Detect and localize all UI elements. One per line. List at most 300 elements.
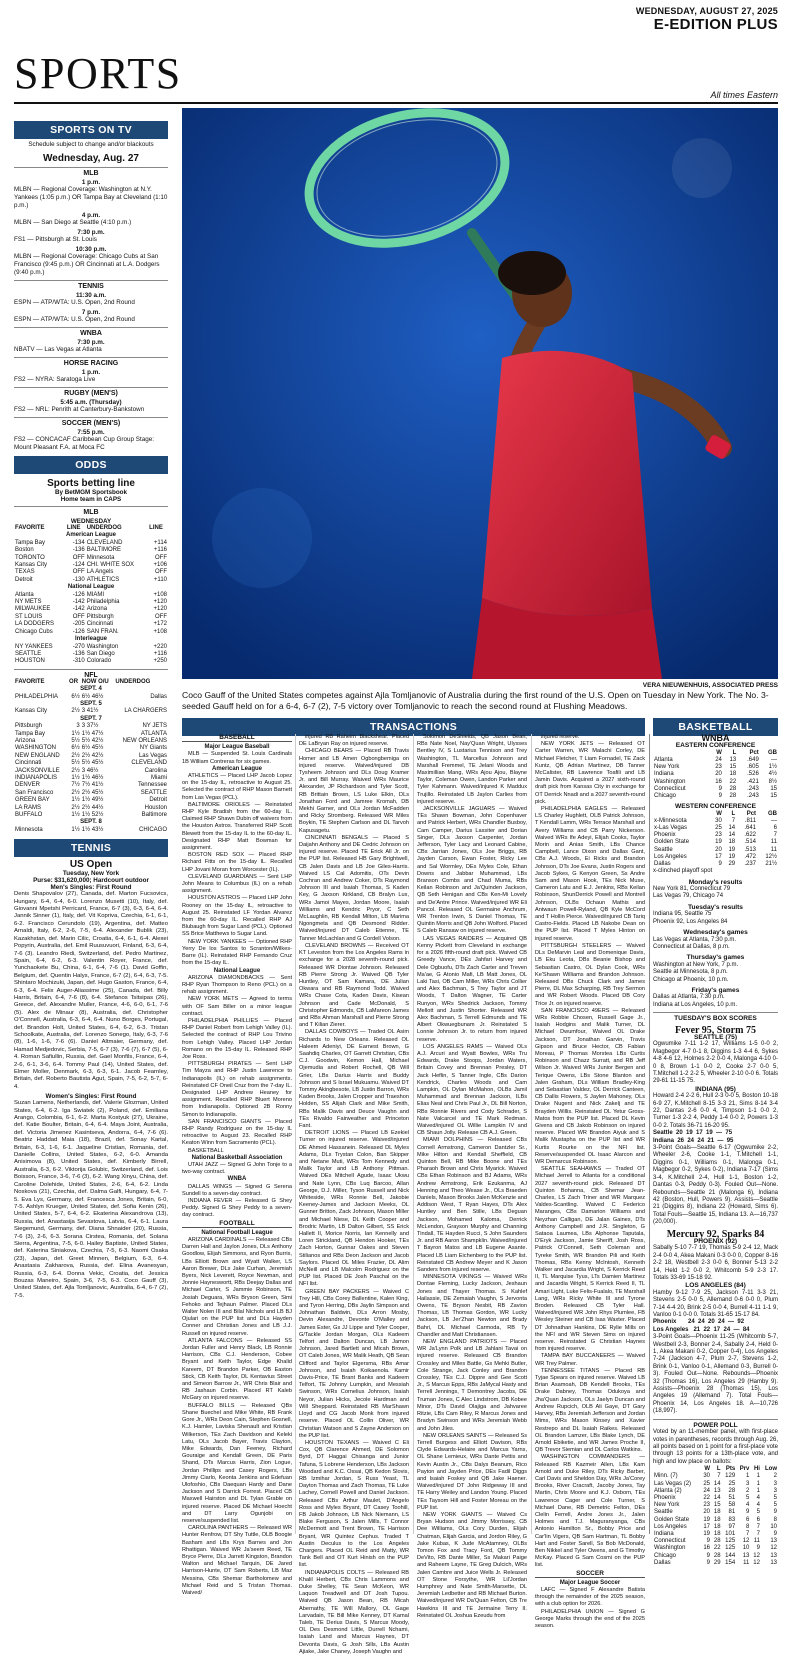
standings-cell: 22 (703, 1494, 711, 1501)
standings-header-row (653, 811, 778, 818)
odds-cell: -142 (72, 606, 85, 613)
transaction-entry: UTAH JAZZ — Signed G John Tonje to a two-way contract. (182, 1161, 292, 1176)
standings-cell: 19 (728, 853, 736, 860)
odds-row (14, 614, 168, 621)
standings-row (653, 771, 778, 778)
odds-cell: OFF (72, 569, 85, 576)
odds-cell: 1½ 52½ (81, 812, 104, 819)
standings-cell: Washington (654, 778, 686, 785)
results-day-label: Monday's results (688, 878, 743, 886)
odds-header-row (14, 525, 168, 532)
standings-cell: 14 (728, 832, 736, 839)
odds-cell: +108 (153, 591, 167, 598)
odds-cell: LA Angels (86, 569, 114, 576)
standings-cell: 28 (713, 1552, 721, 1559)
standings-cell: 4 (756, 1502, 760, 1509)
odds-subhead: National League (67, 584, 115, 591)
standings-cell: 11 (770, 846, 777, 853)
transaction-entry: ATLANTA FALCONS — Released SS Jordan Fuller and Henry Black, LB Ronnie Harrison, CBs C.J. Henderson, Cobee Bryant and Keith Taylor, Edge Khalid Kareem, DT Brandon Parker, OB Easton Stick, CB Keith Taylor, DL Kentavius Street and Simeon Barrow Jr., WR Chris Blair and RB Jashaun Corbin. Placed RT Kaleb McGary on injured reserve. (182, 1337, 292, 1402)
odds-cell: OFF (155, 613, 167, 620)
odds-cell: Boston (15, 547, 34, 554)
odds-cell: Dallas (150, 693, 167, 700)
transaction-entry: NEW YORK METS — Agreed to terms with OF Sam Biller on a minor league contract. (182, 996, 292, 1017)
standings-cell: 154 (725, 1559, 736, 1566)
odds-day: WEDNESDAY (70, 518, 112, 525)
odds-col-header: LINE (149, 525, 163, 531)
standings-row (653, 779, 778, 786)
result-line: Dallas at Atlanta, 7:30 p.m. (653, 994, 725, 1001)
standings-cell: 15 (729, 764, 737, 771)
standings-cell: 9 (706, 1552, 711, 1559)
transaction-entry: BALTIMORE ORIOLES — Reinstated RHP Kyle Bradish from the 60-day IL. Claimed RHP Shawn Dubin off waivers from the Houston Astros. Transferred RHP Scott Blewett from the 15-day IL to the 60-day IL. Designated RHP Matt Bowman for assignment. (182, 801, 292, 852)
odds-cell: +116 (153, 650, 167, 657)
standings-cell: 2 (773, 1473, 777, 1480)
result-line: New York 81, Connecticut 79 (653, 886, 731, 893)
box2-team2: LOS ANGELES (84) (685, 1282, 746, 1290)
odds-cell: 1½ (71, 812, 80, 819)
odds-cell: OFF (72, 613, 85, 620)
standings-cell: 29 (713, 1559, 721, 1566)
standings-cell: 18 (713, 1530, 721, 1537)
odds-cell: SEATTLE (15, 650, 42, 657)
odds-cell: Houston (144, 804, 167, 811)
tv-time: 1 p.m. (81, 369, 101, 376)
odds-cell: MILWAUKEE (15, 606, 51, 613)
standings-header-row (653, 750, 778, 757)
odds-cell: 6½ (71, 693, 80, 700)
standings-cell: 13 (770, 1538, 777, 1545)
transaction-entry: injured RB Raheim Blackshear. Placed DE LaBryan Ray on injured reserve. (299, 734, 409, 748)
transaction-entry: SAN FRANCISCO GIANTS — Placed RHP Randy Rodriguez on the 15-day IL retroactive to August 23. Recalled RHP Keaton Winn from Sacramento (PCL). (182, 1118, 292, 1147)
standings-cell: .811 (744, 817, 757, 824)
standings-cell: 8 (773, 1516, 777, 1523)
standings-cell: 7 (756, 1523, 760, 1530)
odds-cell: Tampa Bay (15, 730, 46, 737)
transactions-league-heading: WNBA (227, 1176, 247, 1183)
standings-cell: 3 (746, 1480, 750, 1487)
standings-cell: 9 (718, 785, 722, 792)
transaction-entry: LAS VEGAS RAIDERS — Acquired QB Kenny Pickett from Cleveland in exchange for a 2026 fifth-round draft pick. Waived CB Greedy Vance, DEs Jahfari Harvey and Dele Ogbuofu, DTs Zach Carter and Treven Ma'ae, G Atonio Mafi, LB Matt Jones, OL Laki Tasi, OB Cam Miller, WRs Chris Collier and Alex Bachman, S Trey Taylor and JT Woods, T Dalton Wagner, TE Carter Runyon, WRs Shedrick Jackson, Tommy Mellott and Justin Shorter. Released WR Alex Bachman, S Terrell Edmunds and TE Albert Okwuegbunam Jr. Reinstated S Lonnie Johnson Jr. to return from injured reserve. (417, 935, 527, 1043)
standings-col-header: Hi (753, 1466, 760, 1473)
transaction-entry: NEW ORLEANS SAINTS — Released Ss Terrell Burgess and Elliott Davison, RBs Clyde Edwards-Helaire and Marcus Yarns, OL Shane Lemieux, WRs Dante Pettis and Kevin Austin Jr., CBs Dalys Beanum, Rico Payton and Jayden Price, DEs Fadil Diggs and Isaiah Foskey and QB Jake Haener. Waived/injured DT John Ridgeway III and TE Harry Weiley and Landon Young. Placed TEs Taysom Hill and Foster Moreau on the PUP list. (417, 1432, 527, 1511)
standings-cell: 19 (703, 1516, 711, 1523)
odds-cell: -310 (72, 658, 85, 665)
wnba-results (653, 879, 778, 1010)
standings-row (653, 1488, 778, 1495)
transaction-entry: Solomon DeShields, QB Jason Bean, RBs Nate Noel, Nay'Quan Wright, Ulysses Bentley IV, S Lustarius Tennison and Trey Washington, TL Marcellus Johnson and Marshall Fremmel, TE Jelani Woods and Maximillian Mang, WRs Ajou Ajou, Blayne Taylor, Coleman Owen, Landon Parker and Tyler Kahmann. Waived/injured K Maddux Trujillo. Reinstated LB Jaylon Carlies from injured reserve. (417, 734, 527, 805)
transaction-entry: CLEVELAND BROWNS — Received OT KT Leveston from the Los Angeles Rams in exchange for a 2028 seventh-round pick. Released WR Diontae Johnson. Released RB Pierre Strong Jr. Waived QB Tyler Huntley, OT Sam Kamara, DE Julian Okwara and RB Raymond Todd. Waived WRs Chase Cota, Kaden Davis, Kisean Johnson and Cade McDonald, S Christopher Edmonds, CB LaMareon James and RBs Ahman Marshall and Pierre Strong and T Kilian Zierer. (299, 942, 409, 1029)
tv-sport-label: HORSE RACING (14, 357, 168, 367)
standings-cell: .526 (747, 771, 759, 778)
odds-cell: ATHLETICS (86, 576, 120, 583)
standings-row (653, 1509, 778, 1516)
odds-subhead: Interleague (74, 636, 107, 643)
standings-cell: 30 (715, 817, 722, 824)
odds-cell: Pittsburgh (15, 723, 43, 730)
standings-cell: Connecticut (654, 1538, 686, 1545)
standings-col-header: L (731, 810, 736, 817)
transaction-entry: PHILADELPHIA PHILLIES — Placed RHP Daniel Robert from Lehigh Valley (IL). Selected the contract of RHP Lou Trivino from Lehigh Valley. Placed LHP Jordan Romano on the 15-day IL. Released RHP Joe Ross. (182, 1017, 292, 1060)
standings-cell: .243 (747, 785, 759, 792)
odds-row (14, 745, 168, 752)
standings-cell: 97 (728, 1523, 736, 1530)
standings-col-header: W (716, 810, 722, 817)
odds-row (14, 708, 168, 715)
tennis-womens-label: Women's Singles: First Round (45, 1093, 137, 1101)
standings-cell: 13 (713, 1487, 721, 1494)
odds-cell: +116 (153, 547, 167, 554)
photo-credit: VERA NIEUWENHUIS, ASSOCIATED PRESS (642, 682, 778, 689)
odds-cell: HOUSTON (15, 658, 45, 665)
box1-notes: 3-Point Goals—Seattle 6-17 (Ogwumike 2-2, Wheeler 2-6, Cooke 1-1, T.Mitchell 1-1, Diggins 0-1, Williams 0-1, Malonga 0-1, Magbegor 0-2, Sykes 0-2), Indiana 7-17 (Sims 3-4, K.Mitchell 2-4, Hull 1-1, Boston 1-2, Dantas 0-3, Peddy 0-3). Fouled Out—None. Rebounds—Seattle 21 (Malonga 6), Indiana 42 (Boston, Hull, Powers 9). Assists—Seattle 21 (Diggins 8), Indiana 22 (Howard, Sims 6). Total Fouls—Seattle 15, Indiana 13. A—16,737 (20,000). (653, 1145, 778, 1226)
odds-row (14, 592, 168, 599)
odds-cell: NEW ENGLAND (15, 752, 60, 759)
odds-cell: Baltimore (141, 812, 167, 819)
transactions-league-heading: National Football League (201, 1229, 273, 1236)
transaction-entry: injured reserve. (541, 734, 580, 740)
transaction-entry: HOUSTON ASTROS — Placed LHP John Rooney on the 15-day IL, retroactive to August 25. Reinstated LF Yordan Alvarez from the 60-day IL. Recalled RHP AJ Blubaugh from Sugar Land (PCL). Optioned SS Brice Matthews to Sugar Land. (182, 895, 292, 938)
odds-row (14, 629, 168, 636)
odds-cell: 3 37½ (81, 723, 99, 730)
tennis-mens-results: Denis Shapovalov (27), Canada, def. Marton Fucsovics, Hungary, 6-4, 6-4, 6-0. Lorenzo Musetti (10), Italy, def. Giovanni Mpetshi Perricard, France, 6-7 (3), 6-3, 6-4, 6-4. Jannik Sinner (1), Italy, def. Vit Kopriva, Czechia, 6-1, 6-1, 6-2. Francisco Cerundolo (19), Argentina, def. Matteo Arnaldi, Italy, 6-2, 2-6, 7-5, 6-4. Alexander Bublik (23), Kazakhstan, def. Marin Cilic, Croatia, 6-4, 6-1, 6-4. Alexei Popyrin, Australia, def. Emil Ruusuvuori, Finland, 6-3, 6-4, 7-6 (3). Leandro Riedi, Switzerland, def. Pedro Martinez, Spain, 6-4, 6-2, 6-3. Valentin Royer, France, def. Yunchaokete Bu, China, 6-1, 6-4, 7-6 (1). David Goffin, Belgium, def. Quentin Halys, France, 6-7 (2), 6-4, 6-3, 7-5. Shintaro Mochizuki, Japan, def. Hugo Gaston, France, 6-4, 6-3, 6-4. Felix Auger-Aliassime (25), Canada, def. Billy Harris, Britain, 6-4, 7-6 (8), 6-4. Stefanos Tsitsipas (26), Greece, def. Alexandre Muller, France, 4-6, 6-0, 6-1, 7-6 (5). Alex de Minaur (8), Australia, def. Christopher O'Connell, Australia, 6-3, 6-4, 6-4. Nuno Borges, Portugal, def. Brandon Holt, United States, 6-4, 6-2, 6-3. Tristan Schoolkate, Australia, def. Lorenzo Sonego, Italy, 6-3, 7-6 (8), 1-6, 1-6, 7-6 (6). Daniel Altmaier, Germany, def. Hamad Medjedovic, Serbia, 7-5, 6-7 (3), 7-6 (7), 6-7 (5), 6-4. Roman Safiullin, Russia, def. Gael Monfils, France, 6-4, 2-6, 6-1, 3-6, 6-4. Tommy Paul (14), United States, def. Elmer Moller, Denmark, 6-3, 6-3, 6-1. Jacob Fearnley, Britain, def. Roberto Bautista Agut, Spain, 7-5, 6-2, 5-7, 6-4. (14, 891, 168, 1090)
clinched-note: x-clinched playoff spot (653, 868, 713, 875)
issue-date: WEDNESDAY, AUGUST 27, 2025 (635, 6, 778, 16)
standings-cell: .605 (747, 764, 759, 771)
odds-cell: WASHINGTON (15, 745, 57, 752)
result-line: Seattle at Minnesota, 8 p.m. (653, 969, 728, 976)
odds-cell: GREEN BAY (15, 797, 50, 804)
standings-cell: 12 (753, 1559, 760, 1566)
odds-cell: OFF (72, 554, 85, 561)
odds-cell: BUFFALO (15, 812, 43, 819)
column-divider (649, 734, 650, 1534)
standings-cell: 1 (746, 1473, 750, 1480)
odds-row (14, 658, 168, 665)
odds-cell: 6½ 46½ (81, 693, 104, 700)
odds-cell: 5½ (71, 737, 80, 744)
transaction-entry: DETROIT LIONS — Placed LB Ezekiel Turner on injured reserve. Waived/injured DE Ahmed Hassanein. Released DL Myles Adams, DLs Trystan Colon, Ban Skipper and Netane Muti, WRs Tom Kennedy and Malik Taylor and LB Anthony Pittman. Waived DEs Mitchell Agude, Isaac Ukwu and Nate Lynn, CBs Luq Barcoo, Allan George, D.J. Miller, Tyson Russell and Nick Whiteside, WRs Ronnie Bell, Jakobie Keeney-James and Jackson Meeks, OL Gunner Britton, Zack Johnson, Mason Miller and Michael Niese, DL Keith Cooper and Brodric Martin, LB Dalton Gilbert, SS Erick Hallett II, Morice Norris, Ian Kennelly and Loren Strickland, QB Hendon Hooker, TEs Zach Horton, Gunnar Oakes and Steven Stilianos and RBs Deon Jackson and Jacob Saylors. Placed OL Miles Frazier, DL Alim McNeill and LB Malcolm Rodriguez on the PUP list. Placed DE Josh Paschal on the NFI list. (299, 1130, 409, 1288)
standings-cell: 9 (718, 861, 722, 868)
transaction-entry: NEW ENGLAND PATRIOTS — Placed WR Ja'Lynn Polk and LB Jahlani Tavai on injured reserve. Released CB Brandon Crossley and Miles Battle, Gs Mehki Butler, Cole Strange, Jack Conley and Brandon Crossley, TEs C.J. Dippre and Gee Scott Jr., S Marcus Epps, RBs JaMycal Hasty and Terrell Jennings, T Demontrey Jacobs, DE Truman Jones, C Alec Lindstrom, DB Kobee Minor, DTs David Olajiga and Jahvaree Ritzie, LBs Cam Riley, R Marcus Jones and Bradyn Swinson and WRs Jeremiah Webb and John Jiles. (417, 1339, 527, 1432)
standings-cell: 25 (703, 1480, 711, 1487)
standings-cell: Las Vegas (2) (654, 1480, 692, 1487)
odds-cell: Kansas City (15, 708, 48, 715)
odds-col-header: FAVORITE (15, 525, 45, 531)
odds-cell: 2½ (71, 789, 80, 796)
odds-cell: +220 (153, 643, 167, 650)
odds-row (14, 540, 168, 547)
result-line: Chicago at Phoenix, 10 p.m. (653, 976, 729, 983)
standings-cell: 21½ (765, 861, 777, 868)
box1-line2: Indiana 26 24 24 21 — 95 (653, 1137, 734, 1144)
section-title: SPORTS (14, 49, 182, 98)
odds-row (14, 599, 168, 606)
transaction-entry: SAN FRANCISCO 49ERS — Released WRs Robbie Chosen, Russell Gage Jr., Isaiah Hodgins and Malik Turner, DL Michael Dwumfour, Waived OL Drake Jackson, DT Jonathan Garvin, Travis Gipson and Bruce Hector, CB Fabian Moreau, P Thomas Morstea LBs Curtis Robinson and Chazz Surratt, and RB Jeff Wilson Jr. Waived WRs Junior Bergen and Terique Owens, LBs Stone Blanton and Jalen Graham, DLs William Bradley-King and Sebastian Valdez, OL Derrick Canteen, CB Dallis Flowers, S Jaylen Mahoney, OLs Drake Nugent and Nick Zakelj and TE Brayden Willis. Reinstated DL Yetur Gross-Matos from the PUP list. Placed DL Kevin Givens and CB Jakob Robinson on injured reserve. Placed WR Brandon Aiyuk and S Malik Mustapha on the PUP list and WR Kurtis Rourke on the NFI list. Reserve/suspended OL Isaac Alarcon and WR Demarcus Robinson. (535, 1007, 645, 1165)
tv-listing: MLBN — Regional Coverage: Washington at N.Y. Yankees (1:05 p.m.) OR Tampa Bay at Cleveland (1:10 p.m.) (14, 186, 168, 209)
transaction-entry: MIAMI DOLPHINS — Released CBs Cornell Armstrong, Cameron Dantzler Sr., Mike Hilton and Kendall Sheffield, CB Quinton Bell, RB Mike Boone and TEs Pharaoh Brown and Chris Myarick. Waived CBs Ethan Robinson and BJ Adams, WRs Andrew Armstrong, Erik Ezukanma, AJ Henning and Theo Wease Jr., OLs Braeden Daniels, Mason Brooks Jalen McKenzie and Addison West, T Ryan Hayes, DTs Alex Huntley and Ben Stille, LBs Deguan Jackson, Mohamed Kaloma, Derrick McLendon, Grayson Murphy and Channing Tindall, TE Hayden Rucci, S John Saunders Jr. and RB Aaron Shampklin. Waived/injured T Bayron Matos and LB Eugene Asante. Placed LB Liam Eichenberg to the PUP list. Reinstated CB Andrew Meyer and K Jason Sanders from injured reserve. (417, 1137, 527, 1274)
transactions-sport-heading: SOCCER (535, 1570, 645, 1578)
standings-cell: Seattle (654, 1509, 673, 1516)
odds-cell: Cincinnati (15, 760, 42, 767)
column-divider (413, 734, 414, 1534)
odds-col-header: NOW O/U (81, 678, 109, 685)
result-line: Las Vegas at Atlanta, 7:30 p.m. (653, 936, 737, 943)
standings-cell: Indiana (654, 771, 674, 778)
standings-cell: 18 (713, 1523, 721, 1530)
standings-cell: 15 (770, 785, 777, 792)
standings-cell: 6 (773, 825, 777, 832)
standings-cell: .649 (747, 757, 759, 764)
east-standings (653, 750, 778, 800)
odds-cell: 7½ 41½ (81, 782, 104, 789)
transactions-column-3 (417, 734, 527, 1619)
tv-listing: FS2 — NRL: Penrith at Canterbury-Bankstown (14, 406, 145, 413)
standings-cell: 17 (703, 1523, 711, 1530)
results-day-label: Thursday's games (686, 954, 745, 962)
standings-row (653, 818, 778, 825)
odds-row (14, 768, 168, 775)
tv-listing: MLBN — San Diego at Seattle (4:10 p.m.) (14, 219, 132, 226)
tv-schedule (14, 167, 168, 452)
tennis-title: US Open (69, 859, 113, 871)
standings-cell: 28 (729, 793, 737, 800)
odds-cell: 1½ 49½ (81, 797, 104, 804)
standings-cell: 13 (770, 1552, 777, 1559)
odds-cell: ST LOUIS (15, 613, 43, 620)
west-label: WESTERN CONFERENCE (675, 803, 756, 811)
transaction-entry: WASHINGTON COMMANDERS — Released RB Kazmeir Allen, LBs Kam Arnold and Duke Riley, DTs Ricky Barber, Carl Davis and Sheldon Day, WRs Ja'Corey Brooks, River Cracraft, Jacoby Jones, Tay Martin, Chris Moore and K.J. Osborn, TEs Lawrence Cager and Cole Turner, S Michael Dane, RB Demetric Felton, DEs Clelin Ferrell, Andre Jones Jr., Jalen Holmes and T.J. Maguranyanga, CBs Antonio Hamilton Sr., Bobby Price and Car'lin Vigers, QB Sam Hartman, TL Bobby Hart and Foster Sarell, Ss Bob McDonald, Ben Nikkel and Tyler Owens, and G Timothy McKay. Placed G Sam Cosmi on the PUP list. (535, 1454, 645, 1569)
standings-row (653, 1524, 778, 1531)
odds-cell: Kansas City (15, 562, 48, 569)
transaction-entry: NEW YORK GIANTS — Waived Cs Bryan Hudson and Jimmy Morrissey, CB Dee Williams, OLs Cory Durden, Elijah Chatman, Elijah Garcia, and Jordon Riley, G Jake Kubas, K Jude McAtamney, OLBs Tomon Fox and Tracy Ford, QB Tommy DeVito, RB Dante Miller, Ss Makari Paige and Raheem Layne, TE Greg Dulcich, WRs Jalen Cambre and Juice Wells Jr. Released OT Stone Forsythe, WR Lil'Jordan Humphrey and Nate Smith-Marsette, DL Jeremiah Ledbetter and RB Michael Burton. Waived/injured WR Da'Quan Felton, CB Tre Hawkins III and TE Jermaine Terry II. Reinstated OL Joshua Ezeudu from (417, 1511, 527, 1619)
transactions-heading: TRANSACTIONS (182, 718, 645, 736)
standings-cell: 11 (743, 1559, 750, 1566)
transactions-column-2 (299, 734, 409, 1655)
standings-cell: 81 (728, 1509, 736, 1516)
odds-cell: TORONTO (15, 554, 45, 561)
standings-cell: Phoenix (654, 832, 676, 839)
standings-cell: 12½ (765, 853, 777, 860)
odds-cell: OFF (155, 554, 167, 561)
box1-team1-stats: Ogwumike 7-11 1-2 17, Williams 1-5 0-0 2, Magbegor 4-7 0-1 8, Diggins 1-3 4-4 6, Sykes 4-8 4-6 12, Holmes 2-2 0-0 4, Malonga 4-10 0-0 8, Brown 1-1 0-0 2, Cooke 2-7 0-0 5, T.Mitchell 1-2 2-2 5, Wheeler 2-10 0-0 6. Totals 29-61 11-15 75. (653, 1041, 778, 1085)
standings-cell: 7 (773, 832, 777, 839)
transaction-entry: PHILADELPHIA EAGLES — Released LS Charley Hughlett, OLB Patrick Johnson, T Kendall Lamm, WRs Terrace Marshall and Avery Williams and CB Parry Nickerson. Waived WRs Ife Adeyi, Elijah Cooks, Taylor Morin and Anias Smith, LBs Chance Campbell, Lance Dixon and Dallas Gant, CBs A.J. Woods, Ei Ricks and Brandon Johnson, DTs Joe Evans, Justin Rogers and Jacob Sykes, G Kenyon Green, Ss Andre Sam and Mason Hook, TEs Nick Muse, Cameron Latu and E.J. Jenkins, RBs Keilan Robinson, ShunDerrick Powell and Montrell Johnson, OLBs Ochaun Mathis and Antwaun Powell-Ryland, QB Kyle McCord and T Hollin Pierce. Waived/injured CB Tariq Castro-Fields. Placed LB Nakobe Dean on the PUP list. Placed T Myles Hinton on injured reserve. (535, 806, 645, 942)
odds-col-header: UNDERDOG (86, 525, 122, 531)
odds-row (14, 797, 168, 804)
transaction-entry: SEATTLE SEAHAWKS — Traded OT Michael Jerrell to Atlanta for a conditional 2027 seventh-round pick. Released DT Quinton Bohanna, CB Shemar Jean-Charles, LS Zach Triner and WR Marquez Valdes-Scantling. Waived C Federico Maranges, CBs Damarion Williams and Neyzhan Calligan, DE Jalan Gaines, DTs Anthony Campbell and J.R. Singleton, G Sataoa Laumea, LBs Alphonse Taputala, D'Eryk Jackson, Jamie Sheriff, Josh Ross, Patrick O'Connell, Seth Coleman and Tyreke Smith, WR Brandon Pili and Keith Thomas, RBs Kenny McIntosh, Kenneth Walker and Jacardia Wright, S Kerrick Reed II, TL Marquise Tyus, LTs Damien Martinez and Jacardia Wright, S Kerrick Reed II, TL Amari Light, Luke Felis-Fualalo, TE Marshall Lang, WRs Ricky White III and Tyrone Broden. Released CB Tyler Hall. Waived/injured WR John Rhys Plumlee, FB Wesley Steiner and CB Isas Waxter. Placed DT Johnathan Hankins, DE Rylie Mills on the NFI and WR Steven Sims on injured reserve. Reinstated G Christian Haynes from injured reserve. (535, 1166, 645, 1353)
odds-row (14, 694, 168, 701)
standings-cell: New York (654, 764, 680, 771)
standings-cell: 83 (728, 1516, 736, 1523)
odds-cell: PHILADELPHIA (15, 693, 59, 700)
transaction-entry: BUFFALO BILLS — Released QBs Shane Buechel and Mike White, RB Frank Gore Jr., WRs Deon Cain, Stephen Gosnell, K.J. Hamler, Laviska Shenault and Kristian Wilkerson, TEs Zach Davidson and Keleki Latu, OLs Jacob Bayer, Travis Clayton, Mike Edwards, Dan Feeney, Richard Gouraige and Kendall Green, DE Paris Shand, DTs Marcus Harris, Zion Logue, Jordan Phillips and Casey Rogers, LBs Jimmy Ciarlo, Keonta Jenkins and Edefuan Ulofoshio, CBs Daequan Hardy and Dane Jackson and S Darrick Forrest. Placed CB Maxwell Hairston and DL Tylan Grable on injured reserve. Placed DE Michael Hoecht and DT Larry Ogunjobi on reserve/suspended list. (182, 1402, 292, 1524)
odds-row (14, 723, 168, 730)
standings-cell: 9 (746, 1509, 750, 1516)
odds-title: Sports betting line (47, 478, 135, 489)
odds-row (14, 562, 168, 569)
standings-cell: Los Angeles (654, 853, 687, 860)
standings-cell: 20 (715, 846, 722, 853)
standings-cell: 1½ (768, 764, 777, 771)
standings-cell: 13 (729, 757, 737, 764)
standings-cell: 19 (728, 846, 736, 853)
tv-time: 7:30 p.m. (77, 229, 105, 236)
odds-cell: Philadelphia (86, 599, 120, 606)
odds-subhead: American League (65, 532, 117, 539)
standings-cell: 9 (706, 1538, 711, 1545)
standings-cell: 9 (773, 1530, 777, 1537)
result-line: Las Vegas 79, Chicago 74 (653, 893, 724, 900)
standings-cell: 10 (742, 1545, 750, 1552)
odds-cell: CHI. WHITE SOX (86, 562, 135, 569)
tv-time: 7 p.m. (81, 309, 101, 316)
standings-cell: 24 (715, 757, 722, 764)
odds-row (14, 812, 168, 819)
odds-cell: 3 41½ (81, 708, 99, 715)
standings-col-header: Pts (725, 1466, 736, 1473)
standings-cell: .237 (744, 861, 757, 868)
transaction-entry: ATHLETICS — Placed LHP Jacob Lopez on the 15-day IL, retroactive to August 25. Selected the contract of RHP Mason Barnett from Las Vegas (PCL). (182, 773, 292, 801)
odds-row (14, 621, 168, 628)
tv-time: 7:30 p.m. (77, 339, 105, 346)
masthead (14, 6, 778, 100)
tv-time: 7:55 p.m. (77, 429, 105, 436)
odds-cell: SAN FRAN. (86, 628, 119, 635)
results-day-label: Tuesday's results (688, 903, 743, 911)
transaction-entry: JACKSONVILLE JAGUARS — Waived TEs Shawn Bowman, John Copenhaver and Patrick Herbert, WRs Chandler Busboy, Cam Camper, Darius Lassiter and Dorian Singer, DLs Jaxson Carpenter, Jordan Jefferson, Tyler Lacy and Leonard Cabine, CBs Jarrian Jones, OLs Joe Briggs, RB Jayden Carson, Ewan Foster, Ricky Lee and Sal Wormley, DEs Myles Cole, Ethan Downs and Jabbar Muhammad, LBs Branson Combs and Chad Muma, RBs Keilan Robinson and Ja'Quinden Jackson, QB Seth Henigan and CBs Ken-Mi Lovely and De'Antre Prince. Waived/injured WR Eli Pancol. Released OL Germaine Anchrum, WR Trenton Irwin, S Daniel Thomas, TE Quintin Morris and QB John Wolford. Placed S Caleb Ransaw on injured reserve. (417, 806, 527, 935)
tv-time: 4 p.m. (81, 212, 101, 219)
standings-cell: 144 (725, 1552, 736, 1559)
tv-listing: FS2 — NYRA: Saratoga Live (14, 376, 96, 383)
tv-listing: ESPN — ATP/WTA: U.S. Open, 2nd Round (14, 299, 135, 306)
standings-cell: 18 (713, 1509, 721, 1516)
odds-cell: 2½ (71, 767, 80, 774)
tennis-mens-label: Men's Singles: First Round (50, 884, 132, 892)
odds-row (14, 577, 168, 584)
results-day-label: Wednesday's games (683, 929, 748, 937)
standings-cell: Atlanta (654, 757, 673, 764)
odds-row (14, 547, 168, 554)
odds-cell: Tennessee (137, 782, 167, 789)
photo-illustration (182, 108, 778, 679)
standings-cell: New York (654, 1502, 680, 1509)
standings-cell: 1 (756, 1487, 760, 1494)
odds-cell: +108 (153, 628, 167, 635)
standings-cell: 125 (725, 1538, 736, 1545)
basketball-column (653, 734, 778, 1567)
standings-cell: 19 (715, 839, 722, 846)
odds-col-header: FAVORITE (15, 678, 45, 685)
standings-cell: 12 (742, 1538, 750, 1545)
odds-cell: Cincinnati (86, 621, 114, 628)
standings-cell: 25 (715, 825, 722, 832)
transaction-entry: ARIZONA CARDINALS — Released CBs Darren Hall and Jaylon Jones, DLs Anthony Goodlow, Elijah Simmons, and Ryon Burris, LBs Elliott Brown and Wyatt Walker, LS Aaron Brewer, DLs Jake Curhan, Jeremiah Byers, Nick Leverett, Royce Newman, and Jonnie Hayneswortt, RBs Deejay Dallas and Michael Carter, S Jammie Robinson, TE Josiah Deguara, WRs Bryson Green, Simi Fehoko and Tejhaun Palmer. Placed DLs Walter Nolen III and Bilal Nichols and LB BJ Ojulari on the PUP list and DLs Hayden Conner and Christian Jones and LB J.J. Russell on injured reserve. (182, 1237, 292, 1337)
odds-subhead: SEPT. 5 (80, 700, 102, 707)
standings-cell: 58 (728, 1502, 736, 1509)
standings-row (653, 1495, 778, 1502)
standings-cell: 129 (725, 1473, 736, 1480)
odds-cell: 1½ 46½ (81, 775, 104, 781)
odds-row (14, 760, 168, 767)
odds-cell: LA DODGERS (15, 621, 55, 628)
standings-cell: 51 (728, 1494, 736, 1501)
tennis-day: Tuesday, New York (62, 870, 120, 878)
standings-cell: Golden State (654, 1516, 690, 1523)
tv-heading: SPORTS ON TV (14, 121, 168, 139)
standings-col-header: L (732, 749, 737, 756)
standings-cell: 5 (773, 1502, 777, 1509)
odds-cell: Washington (86, 643, 119, 650)
odds-cell: Carolina (144, 767, 167, 774)
transaction-entry: NEW YORK YANKEES — Optioned RHP Yerry De los Santos to Scranton/Wilkes-Barre (IL). Reinstated RHP Fernando Cruz from the 15-day IL. (182, 938, 292, 967)
power-poll-label: POWER POLL (653, 1419, 778, 1429)
tv-time: 10:30 p.m. (75, 246, 107, 253)
transaction-entry: MINNESOTA VIKINGS — Waived WRs Dontae Fleming, Lucky Jackson, Jeshaun Jones and Thayer Thomas. S Kahlef Hailassie, DE Zemaiah Vaughn, S Jervonta Owens, TE Bryson Nesbit, RB Zavion Thomas, LB Thomas Gordon, WR Lucky Jackson, LB Jer'Zhan Newton and Brady Bahri, DL Michael Carmoda, RB Ty Chandler and Matt Christiansen. (417, 1274, 527, 1338)
standings-cell: 4½ (768, 771, 777, 778)
tv-listing: FS1 — Pittsburgh at St. Louis (14, 236, 97, 243)
transaction-entry: INDIANA FEVER — Released G Shey Peddy. Signed G Shey Peddy to a seven-day contract. (182, 1198, 292, 1219)
odds-cell: +114 (153, 539, 167, 546)
standings-cell: 23 (715, 764, 722, 771)
odds-cell: +120 (153, 606, 167, 613)
standings-row (653, 1531, 778, 1538)
odds-cell: BALTIMORE (86, 547, 121, 554)
power-poll-table (653, 1466, 778, 1567)
odds-col-header: OR (69, 678, 79, 685)
standings-cell: Golden State (654, 839, 690, 846)
transaction-entry: MLB — Suspended St. Louis Cardinals 1B William Contreras for six games. (182, 751, 292, 765)
standings-row (653, 825, 778, 832)
basketball-heading: BASKETBALL (653, 718, 778, 736)
standings-cell: Washington (654, 1545, 686, 1552)
box1-team2-stats: Howard 2-4 2-2 6, Hull 2-3 0-0 5, Boston 10-18 6-9 27, K.Mitchell 8-15 3-3 21, Sims 8-14 3-4 22, Dantas 2-6 0-0 4, Timpson 1-1 0-0 2, Turner 1-3 2-2 4, Peddy 1-4 0-0 2, Powers 1-3 0-0 2. Totals 36-71 16-20 95. (653, 1093, 778, 1129)
transaction-entry: BASKETBALL (188, 1147, 224, 1154)
standings-cell: 8 (746, 1523, 750, 1530)
standings-cell: 18 (713, 1516, 721, 1523)
standings-cell: 101 (725, 1530, 736, 1537)
standings-cell: 3 (773, 1487, 777, 1494)
odds-cell: 1½ 47½ (81, 730, 104, 737)
odds-nfl-label: NFL (14, 669, 168, 679)
standings-row (653, 1538, 778, 1545)
transactions-column-1 (182, 734, 292, 1596)
standings-col-header: Pct (749, 749, 759, 756)
standings-cell: Dallas (654, 861, 671, 868)
standings-cell: 8½ (768, 778, 777, 785)
odds-cell: CHICAGO (138, 826, 167, 833)
standings-cell: 13 (742, 1552, 750, 1559)
standings-cell: x-Minnesota (654, 817, 687, 824)
odds-cell: DENVER (15, 782, 41, 789)
transactions-sport-heading: BASEBALL (182, 734, 292, 742)
odds-row (14, 555, 168, 562)
box2-team1-stats: Sabally 5-10 7-7 19, Thomas 5-9 2-4 12, Mack 2-4 0-0 4, Akea Makani 0-3 0-0 0, Copper 8-16 2-2 18, Westbell 2-3 0-0 6, Bonner 5-13 2-2 14, Held 1-2 0-0 2, Whitcomb 5-9 2-3 17. Totals 33-69 15-18 92. (653, 1245, 778, 1281)
standings-cell: 19 (703, 1530, 711, 1537)
odds-cell: 3 (76, 723, 80, 730)
standings-cell: .472 (744, 853, 757, 860)
standings-cell: 28 (728, 1487, 736, 1494)
transactions-league-heading: National Basketball Association (191, 1154, 283, 1161)
odds-cell: Arizona (15, 737, 36, 744)
standings-cell: 6 (756, 1516, 760, 1523)
tv-time: 5:45 a.m. (Thursday) (60, 399, 122, 406)
standings-cell: 18 (728, 839, 736, 846)
tv-sport-label: WNBA (14, 327, 168, 337)
odds-cell: 2½ (71, 804, 80, 811)
odds-cell: Minnesota (86, 554, 115, 561)
standings-cell: 14 (728, 825, 736, 832)
standings-cell: Phoenix (654, 1494, 676, 1501)
